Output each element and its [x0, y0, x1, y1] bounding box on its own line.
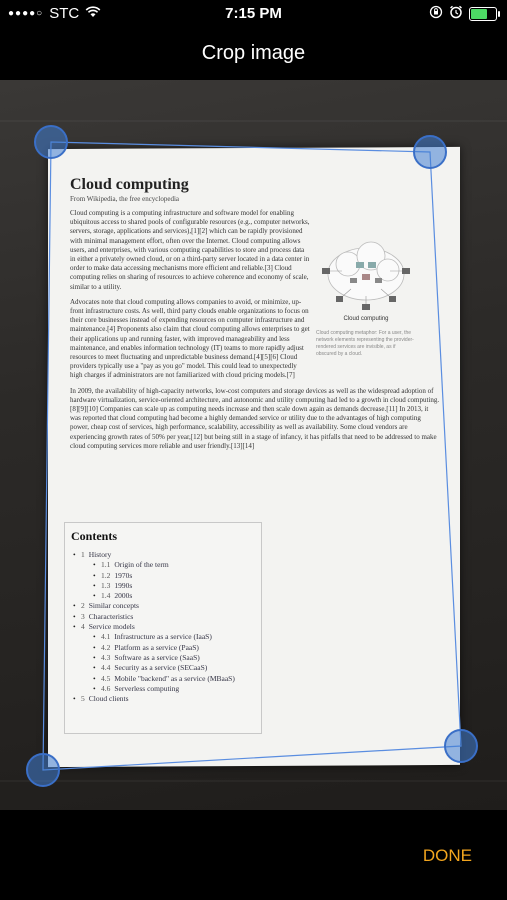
contents-item-number: 4.1: [101, 632, 111, 642]
page-title: Crop image: [201, 42, 306, 64]
contents-item-label: 1990s: [114, 580, 133, 590]
contents-item-number: 4.6: [101, 683, 111, 693]
contents-item-number: 4.4: [101, 663, 111, 673]
document-title: Cloud computing: [70, 176, 189, 193]
contents-item-number: 3: [81, 611, 85, 621]
contents-item-label: Service models: [88, 622, 135, 632]
contents-item-label: Security as a service (SECaaS): [114, 663, 208, 673]
status-time: 7:15 PM: [225, 5, 282, 22]
crop-handle-top-right[interactable]: [413, 135, 447, 169]
status-right: [429, 5, 497, 23]
carrier-label: STC: [49, 5, 80, 22]
orientation-lock-icon: [429, 5, 443, 23]
contents-heading: Contents: [71, 529, 118, 543]
contents-item-number: 4.5: [101, 673, 111, 683]
contents-item-label: Cloud clients: [88, 694, 129, 704]
contents-item-label: Serverless computing: [114, 683, 180, 693]
done-button[interactable]: DONE: [422, 846, 472, 865]
battery-icon: [469, 7, 497, 21]
alarm-icon: [449, 5, 463, 23]
document-subtitle: From Wikipedia, the free encyclopedia: [70, 195, 180, 203]
contents-item-label: Infrastructure as a service (IaaS): [114, 632, 212, 642]
bottom-toolbar: [0, 810, 507, 900]
contents-item-number: 1.4: [101, 591, 111, 601]
crop-handle-top-left[interactable]: [34, 125, 68, 159]
document-paragraph: Cloud computing is a computing infrastructure and software model for enabling ubiquitous access to shared pools of configurable resources (e.g., computer networks, servers, storage, applications and services),[1][2] which can be rapidly provisioned with minimal management effort, often over the Internet. Cloud computing allows users, and enterprises, with various computing capabilities to store and process data in either a privately owned cloud, or on a third-party server located in a data center in order to make data accessing mechanisms more efficient and reliable.[3] Cloud computing relies on sharing of resources to achieve coherence and economy of scale, similar to a utility.: [70, 209, 310, 291]
contents-item-number: 1.2: [101, 570, 111, 580]
contents-item-label: 1970s: [114, 570, 133, 580]
contents-item-label: Software as a service (SaaS): [114, 652, 200, 662]
contents-item-number: 1.1: [101, 560, 111, 570]
contents-item-label: History: [88, 550, 112, 559]
contents-item-number: 2: [81, 601, 85, 611]
contents-item-number: 1.3: [101, 580, 111, 590]
figure-title: Cloud computing: [343, 316, 389, 322]
document-paragraph: Advocates note that cloud computing allows companies to avoid, or minimize, up-front infrastructure costs. As well, third party clouds enable organizations to focus on their core businesses instead of expending resources on computer infrastructure and maintenance.[4] Proponents also claim that cloud computing allows enterprises to get their applications up and running faster, with improved manageability and less maintenance, and enables information technology (IT) teams to more rapidly adjust resources to meet fluctuating and unpredictable business demand.[4][5][6] Cloud providers typically use a "pay as you go" model. This could lead to unexpectedly high charges if administrators are not familiarized with cloud pricing models.[7]: [70, 297, 310, 380]
crop-handle-bottom-left[interactable]: [26, 753, 60, 787]
navigation-bar: [0, 28, 507, 80]
status-bar: [0, 0, 507, 28]
contents-item-label: 2000s: [114, 591, 133, 601]
crop-border: [43, 142, 461, 770]
contents-item-number: 4: [81, 622, 85, 632]
contents-item-number: 1: [81, 550, 85, 559]
contents-item-label: Platform as a service (PaaS): [114, 642, 199, 652]
contents-item-number: 5: [81, 694, 85, 704]
crop-handle-bottom-right[interactable]: [444, 729, 478, 763]
contents-item-label: Characteristics: [88, 611, 134, 621]
document-paragraph: In 2009, the availability of high-capacity networks, low-cost computers and storage devices as well as the widespread adoption of hardware virtualization, service-oriented architecture, and autonomic and utility computing had led to a growth in cloud computing.[8][9][10] Companies can scale up as computing needs increase and then scale down again as demands decrease.[11] In 2013, it was reported that cloud computing had become a highly demanded service or utility due to the advantages of high computing power, cheap cost of services, high performance, scalability, accessibility as well as availability. Some cloud vendors are experiencing growth rates of 50% per year,[12] but being still in a stage of infancy, it has pitfalls that need to be addressed to make cloud computing services more reliable and user friendly.[13][14]: [70, 386, 440, 450]
contents-item-number: 4.3: [101, 652, 111, 662]
contents-item-number: 4.2: [101, 642, 111, 652]
contents-item-label: Mobile "backend" as a service (MBaaS): [114, 673, 235, 683]
photo-preview: [0, 80, 507, 810]
crop-frame: [0, 80, 507, 810]
contents-item-label: Similar concepts: [88, 601, 139, 611]
contents-item-label: Origin of the term: [114, 560, 169, 570]
figure-caption: Cloud computing metaphor: For a user, the network elements representing the provider-rendered services are invisible, as if obscured by a cloud.: [316, 330, 414, 357]
signal-strength-icon: ●●●●○: [8, 8, 44, 19]
